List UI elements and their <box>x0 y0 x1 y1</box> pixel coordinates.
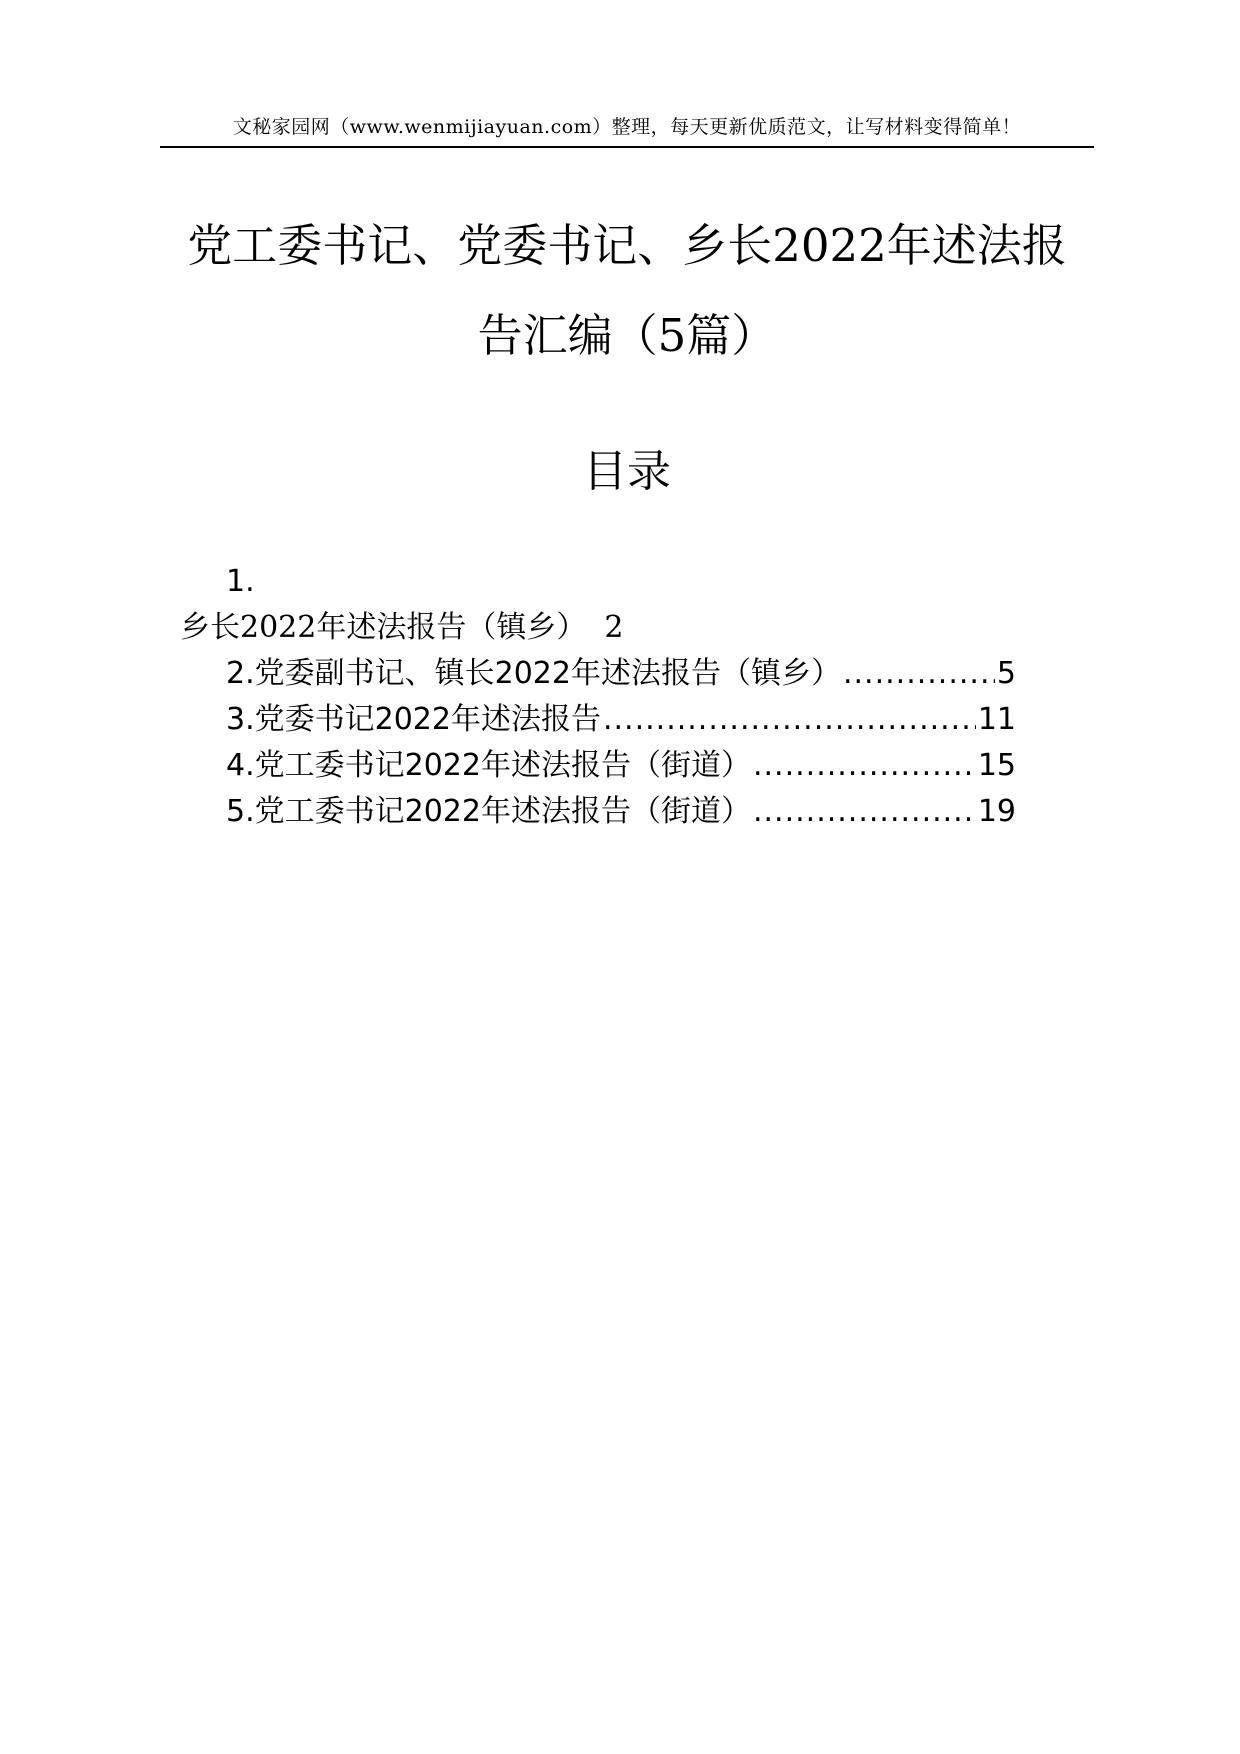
toc-entry-1-title: 乡长2022年述法报告（镇乡） <box>180 610 587 645</box>
toc-entry-2[interactable] <box>226 654 1016 694</box>
toc-entry-title: 3.党委书记2022年述法报告 <box>226 702 601 737</box>
toc-entry-page: 19 <box>977 794 1016 829</box>
page-header-text: 文秘家园网（www.wenmijiayuan.com）整理，每天更新优质范文，让写材料变得简单！ <box>232 116 1022 138</box>
toc-entry-3[interactable] <box>226 700 1016 740</box>
toc-entry-5[interactable] <box>226 792 1016 832</box>
toc-entry-title: 5.党工委书记2022年述法报告（街道） <box>226 794 751 829</box>
toc-entry-4[interactable] <box>226 746 1016 786</box>
document-title-line-1: 党工委书记、党委书记、乡长2022年述法报 <box>187 219 1067 272</box>
toc-entry-title: 2.党委副书记、镇长2022年述法报告（镇乡） <box>226 656 841 691</box>
toc-heading: 目录 <box>583 446 671 497</box>
toc-entry-1[interactable] <box>180 608 623 648</box>
toc-entry-1-page: 2 <box>604 610 624 645</box>
toc-entry-page: 15 <box>977 748 1016 783</box>
header-divider <box>160 146 1094 148</box>
toc-leader-dots <box>603 700 976 740</box>
toc-entry-title: 4.党工委书记2022年述法报告（街道） <box>226 748 751 783</box>
toc-entry-1-number[interactable]: 1. <box>226 564 255 599</box>
toc-entry-page: 11 <box>977 702 1016 737</box>
toc-entry-page: 5 <box>996 656 1016 691</box>
document-title-line-2: 告汇编（5篇） <box>477 309 777 362</box>
toc-leader-dots <box>843 654 995 694</box>
toc-leader-dots <box>753 746 976 786</box>
toc-leader-dots <box>753 792 976 832</box>
